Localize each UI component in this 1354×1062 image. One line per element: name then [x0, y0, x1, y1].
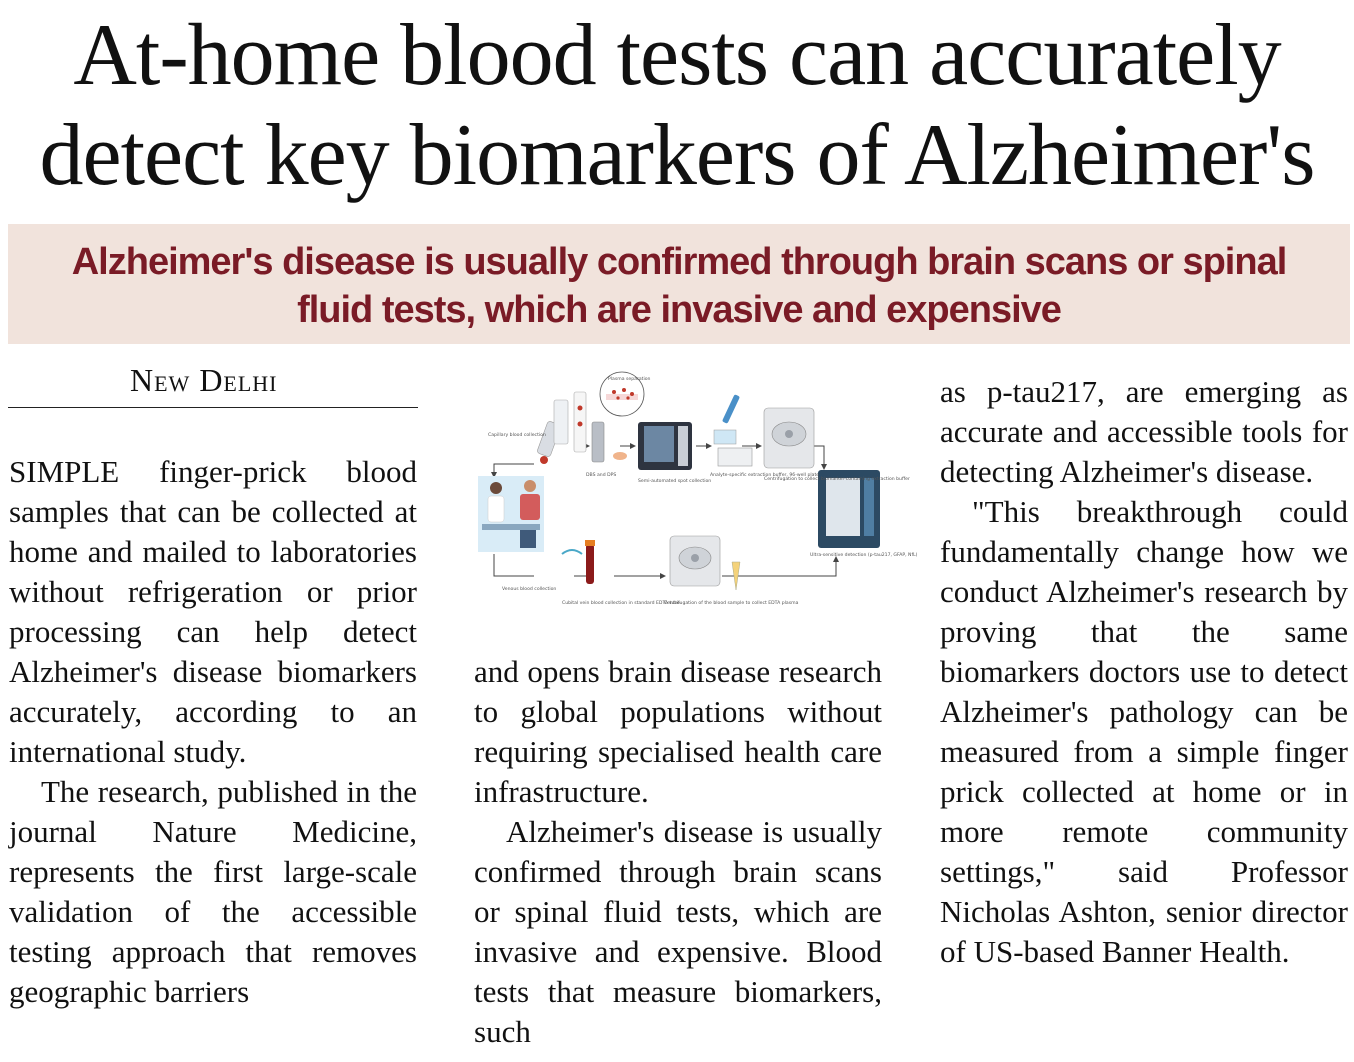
centrifuge-icon: [670, 536, 740, 590]
paragraph: SIMPLE finger-prick blood samples that can be collected at home and mailed to laboratories without refrigeration or prior processing can help detect Alzheimer's disease biomarkers accurately, according to an international study.: [9, 454, 417, 769]
headline: [0, 6, 1354, 206]
paragraph: Alzheimer's disease is usually confirmed through brain scans or spinal fluid tests, which are invasive and expensive. Blood tests that measure biomarkers, such: [474, 814, 882, 1049]
figure-label: Venous blood collection: [502, 587, 557, 592]
blood-test-workflow-figure: [474, 364, 918, 626]
figure-label: Plasma separation: [608, 377, 651, 382]
figure-label: Ultra-sensitive detection (p-tau217, GFAP, NfL): [810, 553, 918, 558]
figure-label: Capillary blood collection: [488, 433, 546, 438]
paragraph: The research, published in the journal Nature Medicine, represents the first large-scale validation of the accessible testing approach that removes geographic barriers: [9, 774, 417, 1009]
headline-line-1: At-home blood tests can accurately: [73, 7, 1281, 104]
figure-label: Semi-automated spot collection: [638, 479, 712, 484]
paragraph: and opens brain disease research to global populations without requiring specialised health care infrastructure.: [474, 654, 882, 809]
body-column-3: [940, 372, 1348, 972]
clinician-and-patient: [478, 476, 544, 552]
dateline: New Delhi: [8, 362, 418, 408]
figure-label: Centrifugation to collect biomarker-containing extraction buffer: [764, 477, 910, 482]
body-column-2: [474, 652, 882, 1052]
semi-automated-instrument: [638, 422, 692, 470]
figure-label: Cubital vein blood collection in standard EDTA tube: [562, 601, 680, 606]
paragraph: as p-tau217, are emerging as accurate and accessible tools for detecting Alzheimer's disease.: [940, 374, 1348, 489]
paragraph: "This breakthrough could fundamentally change how we conduct Alzheimer's research by proving that the same biomarkers doctors use to detect Alzheimer's pathology can be measured from a simple finger prick collected at home or in more remote community settings," said Professor Nicholas Ashton, senior director of US-based Banner Health.: [940, 494, 1348, 969]
pipette-and-plate: [714, 394, 752, 466]
body-column-1: [9, 452, 417, 1012]
figure-label: Analyte-specific extraction buffer, 96-well plate: [710, 473, 820, 478]
figure-label: DBS and DPS: [586, 473, 617, 478]
venous-collection-icon: [562, 540, 595, 584]
subheadline-deck: Alzheimer's disease is usually confirmed through brain scans or spinal fluid tests, which are invasive and expensive: [8, 224, 1350, 344]
centrifuge-icon: [764, 408, 814, 468]
workflow-diagram: [474, 364, 918, 626]
lancet-device: [537, 392, 586, 464]
headline-line-2: detect key biomarkers of Alzheimer's: [39, 107, 1315, 204]
figure-label: Centrifugation of the blood sample to collect EDTA plasma: [664, 601, 799, 606]
